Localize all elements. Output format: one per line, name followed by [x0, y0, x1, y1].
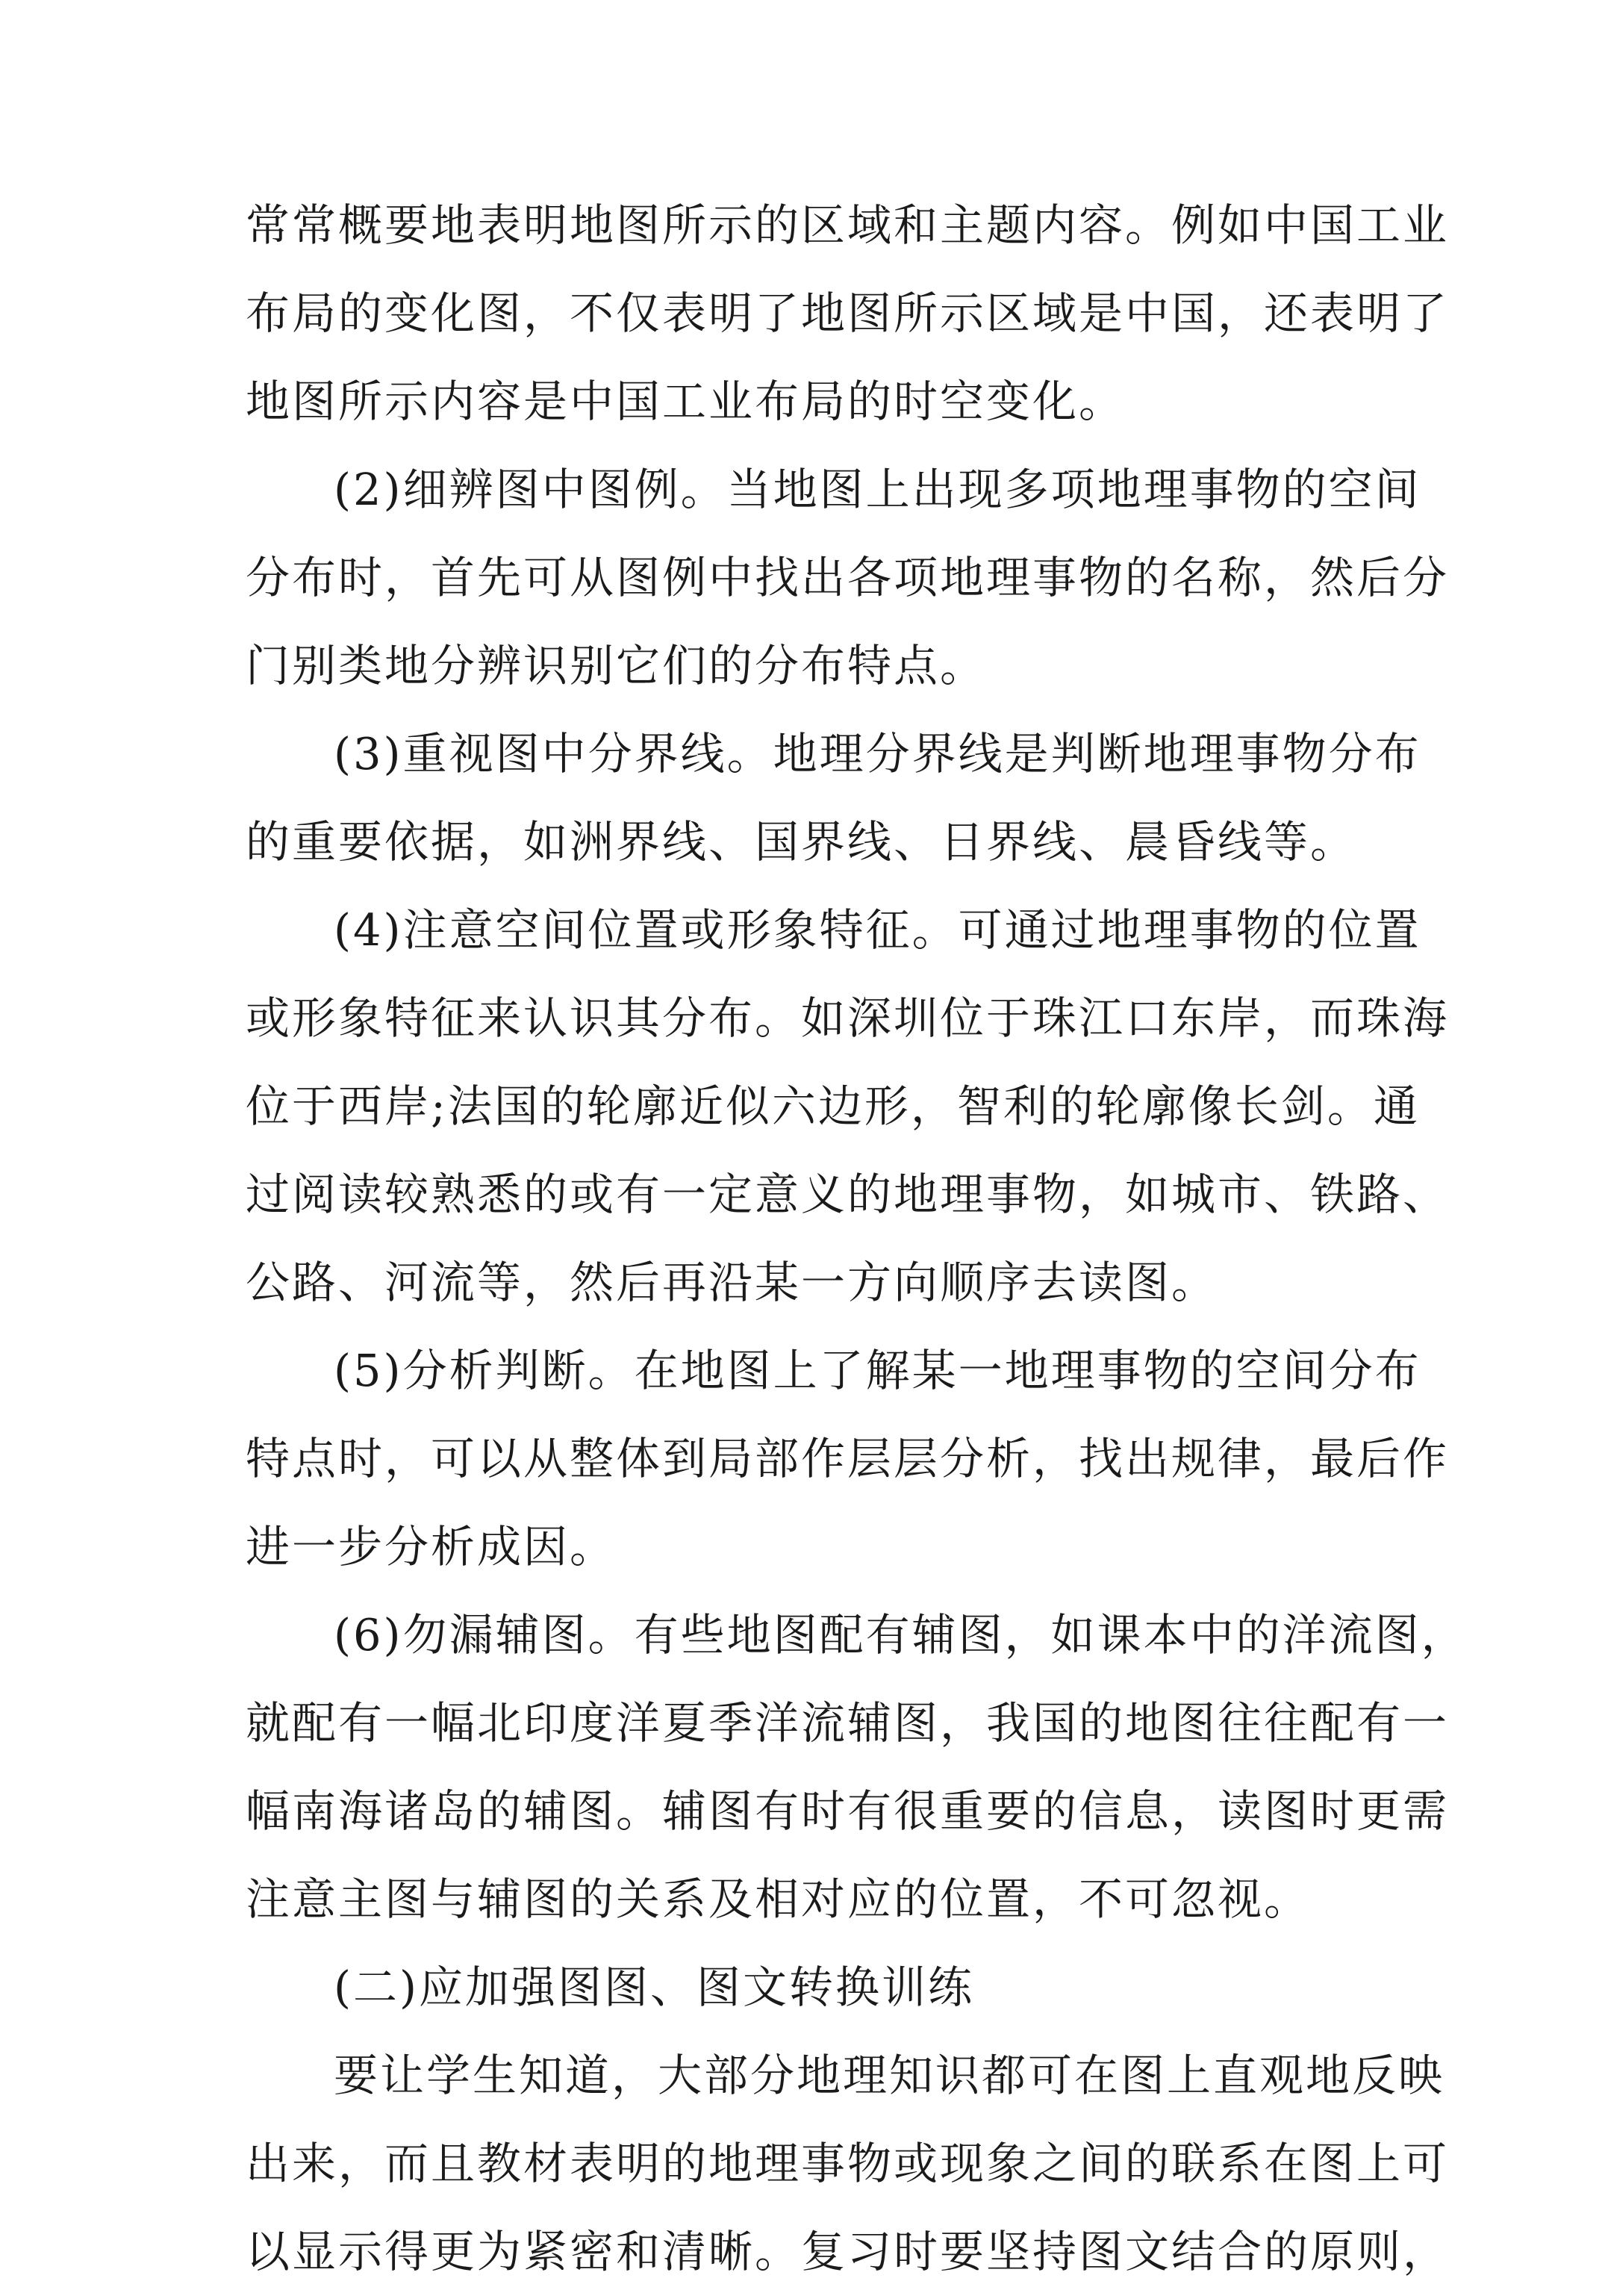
- section-heading: (二)应加强图图、图文转换训练: [334, 1961, 975, 2013]
- text-line: 地图所示内容是中国工业布局的时空变化。: [246, 376, 1126, 427]
- text-line: 门别类地分辨识别它们的分布特点。: [246, 640, 987, 691]
- text-line: 以显示得更为紧密和清晰。复习时要坚持图文结合的原则，: [246, 2226, 1450, 2277]
- paragraph-5-heading-line: (5)分析判断。在地图上了解某一地理事物的空间分布: [334, 1345, 1421, 1396]
- text-line: 或形象特征来认识其分布。如深圳位于珠江口东岸，而珠海: [246, 992, 1450, 1044]
- text-line: 注意主图与辅图的关系及相对应的位置，不可忽视。: [246, 1873, 1311, 1925]
- text-line: 公路、河流等，然后再沿某一方向顺序去读图。: [246, 1257, 1218, 1308]
- text-line: 幅南海诸岛的辅图。辅图有时有很重要的信息，读图时更需: [246, 1785, 1450, 1837]
- text-line: 过阅读较熟悉的或有一定意义的地理事物，如城市、铁路、: [246, 1169, 1450, 1220]
- text-line: 出来，而且教材表明的地理事物或现象之间的联系在图上可: [246, 2138, 1450, 2189]
- body-text: [246, 181, 1468, 2296]
- paragraph-4-heading-line: (4)注意空间位置或形象特征。可通过地理事物的位置: [334, 904, 1421, 956]
- text-line: 常常概要地表明地图所示的区域和主题内容。例如中国工业: [246, 199, 1450, 251]
- paragraph-6-heading-line: (6)勿漏辅图。有些地图配有辅图，如课本中的洋流图，: [334, 1609, 1468, 1661]
- text-line: 的重要依据，如洲界线、国界线、日界线、晨昏线等。: [246, 816, 1357, 868]
- text-line: 分布时，首先可从图例中找出各项地理事物的名称，然后分: [246, 552, 1450, 603]
- text-line: 布局的变化图，不仅表明了地图所示区域是中国，还表明了: [246, 287, 1450, 339]
- text-line: 位于西岸;法国的轮廓近似六边形，智利的轮廓像长剑。通: [246, 1080, 1420, 1132]
- paragraph-3-heading-line: (3)重视图中分界线。地理分界线是判断地理事物分布: [334, 728, 1421, 780]
- text-line: 就配有一幅北印度洋夏季洋流辅图，我国的地图往往配有一: [246, 1697, 1450, 1749]
- paragraph-first-line: 要让学生知道，大部分地理知识都可在图上直观地反映: [334, 2050, 1445, 2101]
- paragraph-2-heading-line: (2)细辨图中图例。当地图上出现多项地理事物的空间: [334, 464, 1421, 515]
- text-line: 进一步分析成因。: [246, 1521, 617, 1572]
- text-line: 特点时，可以从整体到局部作层层分析，找出规律，最后作: [246, 1433, 1450, 1484]
